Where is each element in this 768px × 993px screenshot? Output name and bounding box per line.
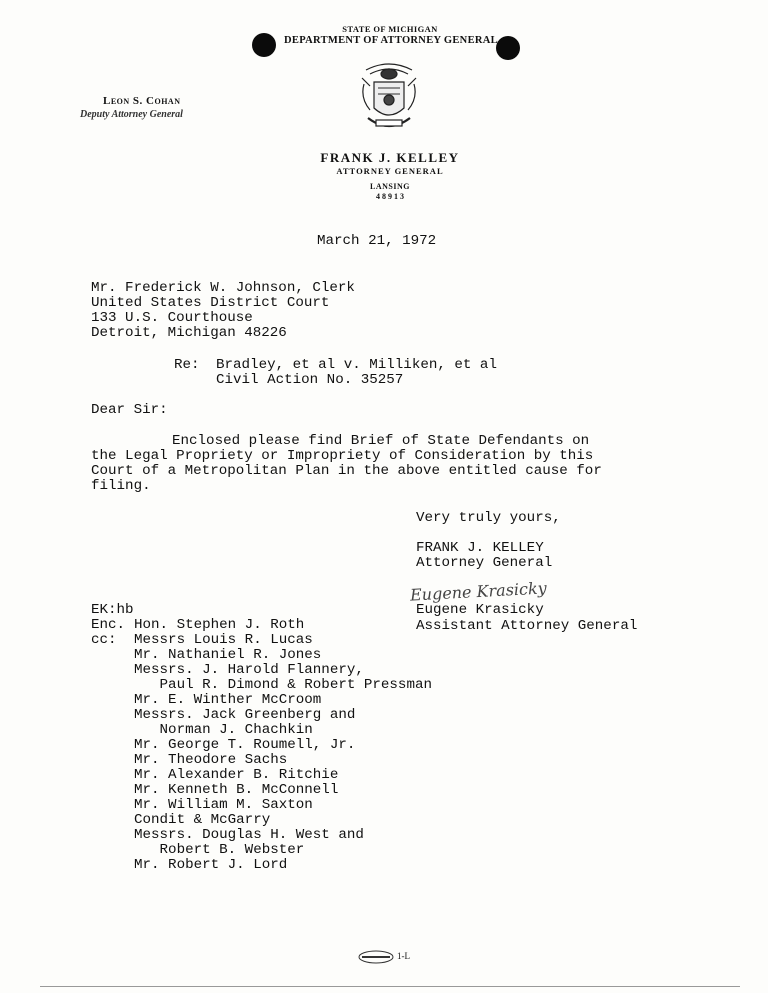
union-label-icon [358,950,394,964]
cc-item: Mr. Robert J. Lord [134,857,288,873]
deputy-name: Leon S. Cohan [103,95,181,107]
cc-item: Messrs Louis R. Lucas [134,632,313,648]
city: LANSING [370,182,410,191]
body-line: Enclosed please find Brief of State Defendants on [172,433,590,449]
closing-name: FRANK J. KELLEY [416,540,544,556]
cc-item: Mr. Kenneth B. McConnell [134,782,339,798]
valediction: Very truly yours, [416,510,561,526]
recipient-line: Mr. Frederick W. Johnson, Clerk [91,280,355,296]
cc-item: Paul R. Dimond & Robert Pressman [134,677,432,693]
cc-list [134,633,432,873]
cc-item: Norman J. Chachkin [134,722,313,738]
cc-item: Mr. William M. Saxton [134,797,313,813]
letter-date: March 21, 1972 [317,233,437,249]
re-label: Re: [174,357,200,373]
enclosure-label: Enc. [91,617,126,633]
body-line: filing. [91,478,151,494]
state-heading: STATE OF MICHIGAN [342,24,438,34]
cc-item: Mr. Nathaniel R. Jones [134,647,322,663]
recipient-line: Detroit, Michigan 48226 [91,325,287,341]
salutation: Dear Sir: [91,402,168,418]
letter-body [91,434,602,494]
cc-item: Messrs. Jack Greenberg and [134,707,356,723]
recipient-address [91,281,355,341]
signer-title: Assistant Attorney General [416,618,638,634]
cc-item: Mr. E. Winther McCroom [134,692,322,708]
state-seal [356,58,422,134]
cc-item: Mr. George T. Roumell, Jr. [134,737,356,753]
closing-title: Attorney General [416,555,553,571]
cc-item: Robert B. Webster [134,842,305,858]
deputy-title: Deputy Attorney General [80,109,183,120]
body-line: the Legal Propriety or Impropriety of Consideration by this [91,448,594,464]
handwritten-signature: Eugene Krasicky [409,578,548,605]
recipient-line: 133 U.S. Courthouse [91,310,253,326]
cc-item: Condit & McGarry [134,812,271,828]
ag-title: ATTORNEY GENERAL [336,166,444,176]
typist-initials: EK:hb [91,602,134,618]
department-heading: DEPARTMENT OF ATTORNEY GENERAL [284,35,498,46]
union-mark-text: 1-L [397,951,410,961]
zip-code: 4 8 9 1 3 [376,192,404,201]
signer-name: Eugene Krasicky [416,602,544,618]
recipient-line: United States District Court [91,295,330,311]
cc-item: Messrs. Douglas H. West and [134,827,364,843]
re-civil-action: Civil Action No. 35257 [216,372,404,388]
enclosure-value: Hon. Stephen J. Roth [134,617,305,633]
cc-item: Messrs. J. Harold Flannery, [134,662,364,678]
ag-name: FRANK J. KELLEY [320,150,460,165]
cc-item: Mr. Alexander B. Ritchie [134,767,339,783]
page-bottom-line [40,986,740,987]
body-line: Court of a Metropolitan Plan in the above entitled cause for [91,463,602,479]
re-case-name: Bradley, et al v. Milliken, et al [216,357,497,373]
cc-label: cc: [91,632,117,648]
cc-item: Mr. Theodore Sachs [134,752,288,768]
